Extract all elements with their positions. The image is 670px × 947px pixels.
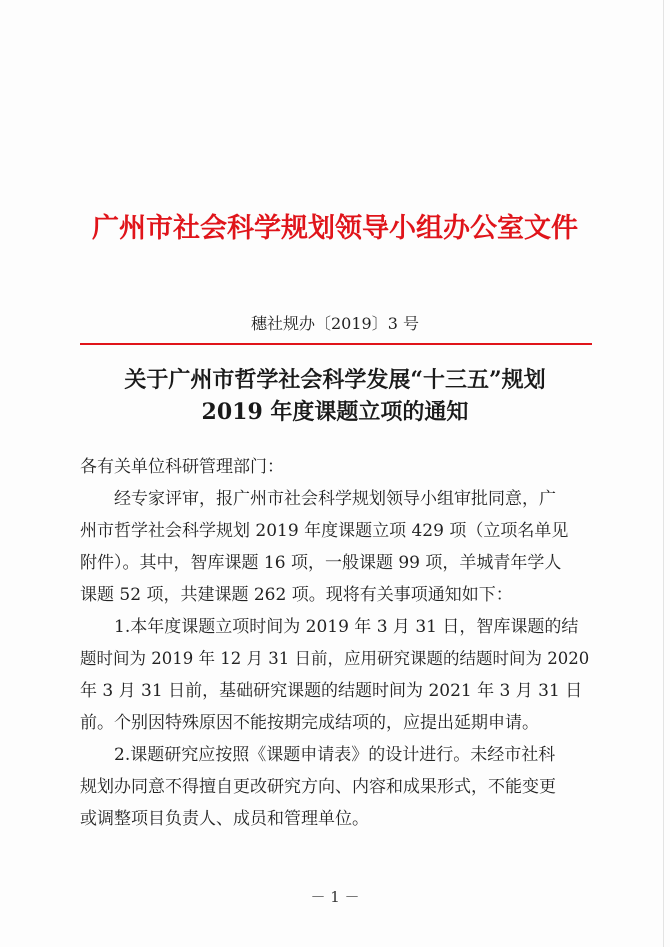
body-line: 2.课题研究应按照《课题申请表》的设计进行。未经市社科 <box>80 745 556 765</box>
document-header-title: 广州市社会科学规划领导小组办公室文件 <box>92 213 578 244</box>
body-line: 题时间为 2019 年 12 月 31 日前，应用研究课题的结题时间为 2020 <box>80 649 590 668</box>
header-divider <box>80 343 592 345</box>
body-line: 年 3 月 31 日前，基础研究课题的结题时间为 2021 年 3 月 31 日 <box>80 681 583 701</box>
notice-title-line-2: 2019 年度课题立项的通知 <box>201 399 469 425</box>
body-line: 规划办同意不得擅自更改研究方向、内容和成果形式，不能变更 <box>80 777 556 797</box>
body-line: 经专家评审，报广州市社会科学规划领导小组审批同意，广 <box>80 489 556 509</box>
body-line: 1.本年度课题立项时间为 2019 年 3 月 31 日，智库课题的结 <box>80 617 579 637</box>
body-line: 或调整项目负责人、成员和管理单位。 <box>80 809 369 829</box>
body-line: 课题 52 项，共建课题 262 项。现将有关事项通知如下： <box>80 585 513 605</box>
body-line: 州市哲学社会科学规划 2019 年度课题立项 429 项（立项名单见 <box>80 521 569 541</box>
body-line: 前。个别因特殊原因不能按期完成结项的，应提出延期申请。 <box>80 713 539 733</box>
body-line: 各有关单位科研管理部门： <box>80 457 284 477</box>
page-number: － 1 － <box>310 888 360 906</box>
body-line: 附件）。其中，智库课题 16 项，一般课题 99 项，羊城青年学人 <box>80 553 562 573</box>
document-number: 穗社规办〔2019〕3 号 <box>251 314 419 333</box>
notice-title-line-1: 关于广州市哲学社会科学发展“十三五”规划 <box>124 367 546 393</box>
scan-edge-line <box>663 0 664 947</box>
